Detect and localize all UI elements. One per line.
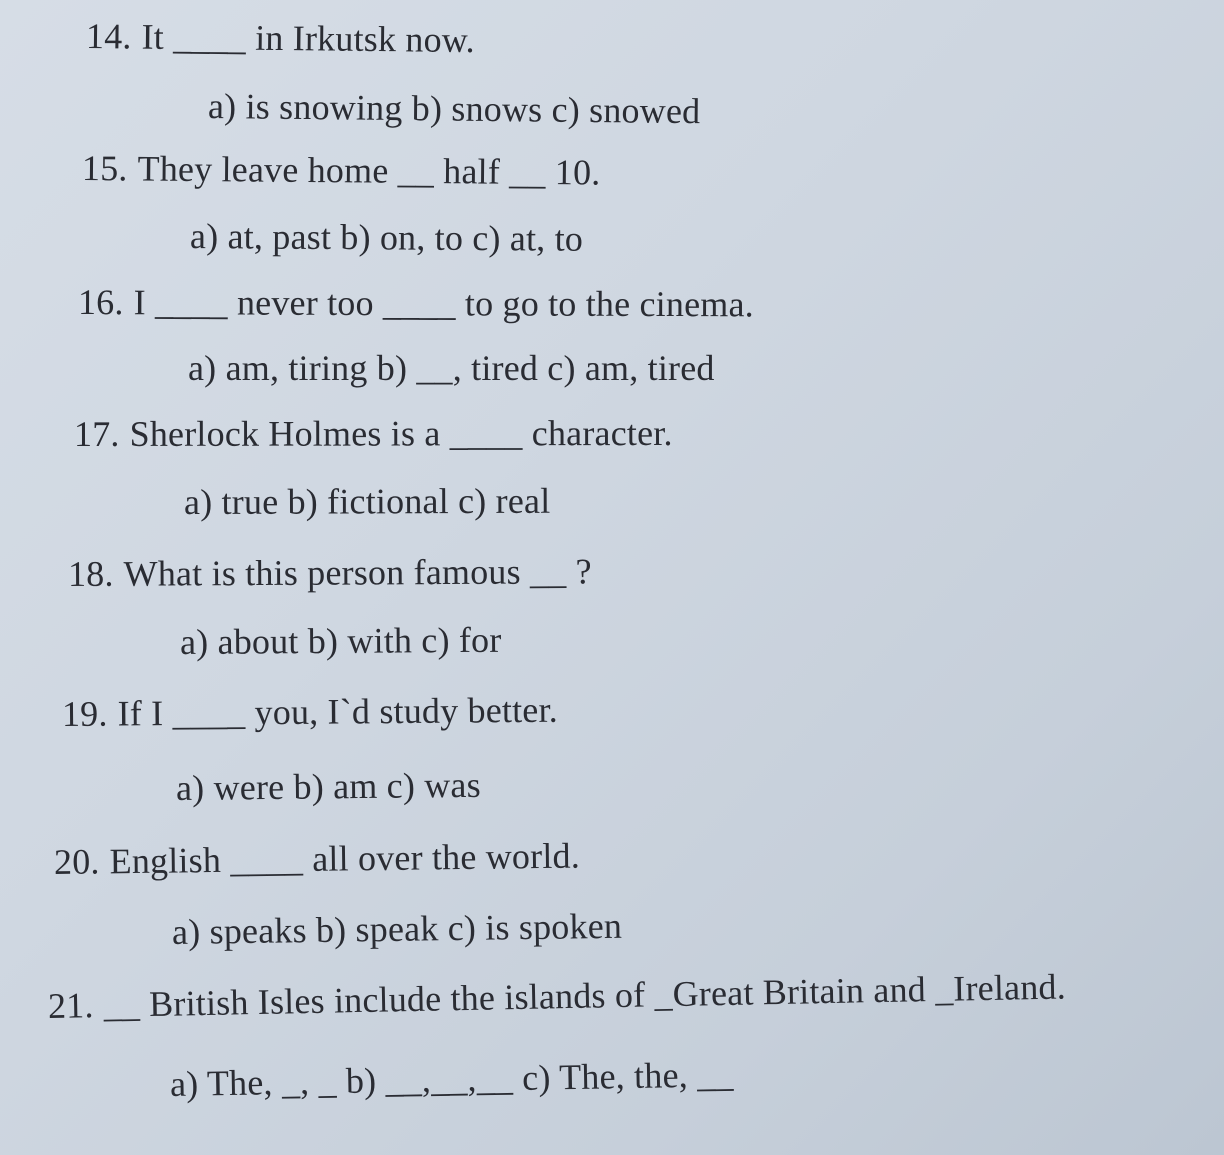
options-18 [180,620,502,662]
answer-options: a) The, _, _ b) __,__,__ c) The, the, __ [169,1054,734,1104]
question-text: Sherlock Holmes is a ____ character. [129,412,673,454]
question-text: __ British Isles include the islands of _Great Britain and _Ireland. [103,966,1067,1025]
question-17 [74,413,673,454]
answer-options: a) were b) am c) was [175,764,482,808]
options-21 [170,1054,734,1104]
options-19 [176,765,481,808]
question-15 [82,148,601,193]
question-18 [68,551,592,594]
options-14 [208,86,701,131]
question-number: 21. [47,985,94,1026]
question-21 [48,966,1067,1026]
question-16 [78,282,754,324]
question-text: They leave home __ half __ 10. [137,148,601,193]
question-20 [54,836,580,882]
question-text: If I ____ you, I`d study better. [117,689,559,734]
question-number: 14. [85,16,132,57]
question-number: 18. [67,553,114,594]
options-20 [172,906,623,952]
question-19 [62,690,558,734]
question-text: English ____ all over the world. [109,835,581,882]
options-17 [184,481,551,522]
question-14 [86,16,475,60]
question-text: I ____ never too ____ to go to the cinema. [133,282,754,325]
question-number: 19. [61,693,108,734]
options-15 [190,216,583,259]
question-number: 15. [81,148,128,189]
options-16 [188,348,715,388]
question-number: 20. [53,841,100,882]
question-number: 16. [77,282,124,323]
answer-options: a) true b) fictional c) real [183,480,551,522]
question-text: It ____ in Irkutsk now. [141,16,476,61]
question-text: What is this person famous __ ? [123,551,592,594]
question-number: 17. [73,413,120,454]
answer-options: a) am, tiring b) __, tired c) am, tired [188,348,715,388]
answer-options: a) about b) with c) for [179,619,502,662]
answer-options: a) at, past b) on, to c) at, to [189,216,584,259]
answer-options: a) is snowing b) snows c) snowed [207,86,701,132]
answer-options: a) speaks b) speak c) is spoken [171,905,623,952]
